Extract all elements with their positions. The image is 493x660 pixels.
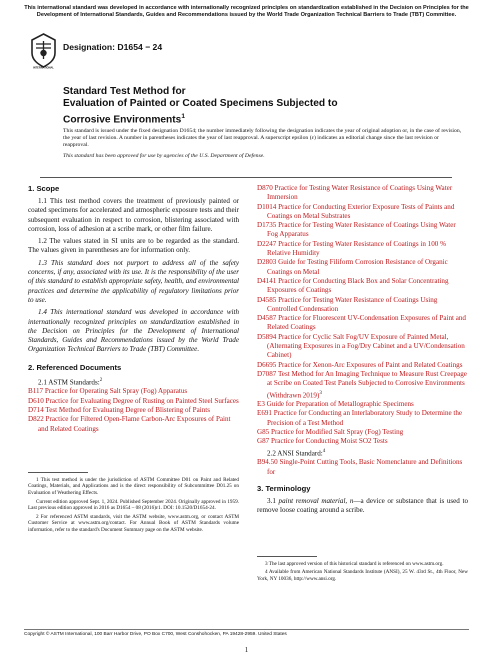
left-column bbox=[28, 184, 239, 534]
ref-item[interactable]: D610 Practice for Evaluating Degree of Rusting on Painted Steel Surfaces bbox=[28, 396, 239, 405]
refdocs-heading: 2. Referenced Documents bbox=[28, 362, 122, 372]
standard-notes bbox=[63, 128, 463, 160]
scope-1-1: 1.1 This test method covers the treatment of previously painted or coated specimens for accelerated and atmospheric exposure tests and their subsequent evaluation in respect to corrosion, blistering associated with corrosion, loss of adhesion at a scribe mark, or other film failure. bbox=[28, 197, 239, 233]
copyright-footer: Copyright © ASTM International, 100 Barr Harbor Drive, PO Box C700, West Conshohocken, PA 19428-2959. United States bbox=[24, 632, 287, 637]
title-footnote-mark: 1 bbox=[181, 112, 185, 120]
ref-item[interactable]: D6695 Practice for Xenon-Arc Exposures of Paint and Related Coatings bbox=[257, 360, 463, 369]
ref-item-ansi[interactable]: B94.50 Single-Point Cutting Tools, Basic Nomenclature and Definitions for bbox=[257, 458, 463, 476]
footnote-divider bbox=[28, 472, 88, 473]
ref-item[interactable]: D2247 Practice for Testing Water Resistance of Coatings in 100 % Relative Humidity bbox=[257, 239, 446, 258]
document-title bbox=[63, 86, 393, 127]
page-number: 1 bbox=[244, 646, 249, 654]
terminology-3-1: 3.1 paint removal material, n—a device or substance that is used to remove loose coating around a scribe. bbox=[257, 496, 469, 515]
scope-1-2: 1.2 The values stated in SI units are to be regarded as the standard. The values given in parentheses are for information only. bbox=[28, 237, 239, 255]
right-column bbox=[257, 184, 468, 582]
issue-note: This standard is issued under the fixed designation D1654; the number immediately following the designation indicates the year of original adoption or, in the case of revision, the year of last revision. A number in parentheses indicates the year of last reapproval. A superscript epsilon (ε) indicates an editorial change since the last revision or reapproval. bbox=[63, 128, 462, 149]
footnote-4: 4 Available from American National Standards Institute (ANSI), 25 W. 43rd St., 4th Floor, New York, NY 10036, http://www.ansi.org. bbox=[257, 569, 468, 582]
footnote-edition: Current edition approved Sept. 1, 2024. Published September 2024. Originally approved in 1959. Last previous edition approved in 2016 as D1654 – 08 (2016)ε1. DOI: 10.1520/D1654-24. bbox=[28, 498, 239, 512]
title-line-3: Corrosive Environments$^1$ bbox=[63, 112, 185, 126]
footnote-3: 3 The last approved version of this historical standard is referenced on www.astm.org. bbox=[265, 560, 444, 567]
ref-item[interactable]: D1014 Practice for Conducting Exterior Exposure Tests of Paints and Coatings on Metal Substrates bbox=[257, 202, 455, 220]
designation: Designation: D1654 − 24 bbox=[63, 42, 163, 52]
footnote-1: 1 This test method is under the jurisdiction of ASTM Committee D01 on Paint and Related Coatings, Materials, and Applications and is the direct responsibility of Subcommittee D01.25 on Evaluation of Weathering Effects. bbox=[28, 476, 239, 497]
astm-logo-icon bbox=[30, 33, 57, 69]
ref-item[interactable]: D2803 Guide for Testing Filiform Corrosion Resistance of Organic Coatings on Metal bbox=[257, 258, 448, 276]
ref-item[interactable]: G85 Practice for Modified Salt Spray (Fog) Testing bbox=[257, 428, 404, 437]
astm-standards-label: 2.1 ASTM Standards:$^2$ bbox=[38, 377, 103, 387]
ref-item[interactable]: E3 Guide for Preparation of Metallographic Specimens bbox=[257, 400, 414, 409]
footer-divider bbox=[24, 629, 469, 630]
footnote-2: 2 For referenced ASTM standards, visit the ASTM website, www.astm.org, or contact ASTM Customer Service at www.astm.org/contact. For Annual Book of ASTM Standards volume information, refer to the standard's Document Summary page on the ASTM website. bbox=[28, 513, 239, 534]
ref-item[interactable]: G87 Practice for Conducting Moist SO2 Tests bbox=[257, 437, 388, 446]
ansi-standard-label: 2.2 ANSI Standard:$^4$ bbox=[267, 448, 326, 458]
ref-item[interactable]: B117 Practice for Operating Salt Spray (Fog) Apparatus bbox=[28, 387, 188, 396]
ref-item[interactable]: D4587 Practice for Fluorescent UV-Condensation Exposures of Paint and Related Coatings bbox=[257, 314, 466, 332]
ref-item[interactable]: D1735 Practice for Testing Water Resistance of Coatings Using Water Fog Apparatus bbox=[257, 221, 456, 239]
scope-1-4: 1.4 This international standard was developed in accordance with internationally recognized principles on standardization established in the Decision on Principles for the Development of International Standards, Guides and Recommendations issued by the World Trade Organization Technical Barriers to Trade (TBT) Committee. bbox=[28, 308, 239, 354]
ref-item[interactable]: D714 Test Method for Evaluating Degree of Blistering of Paints bbox=[28, 406, 211, 414]
ref-item[interactable]: D870 Practice for Testing Water Resistance of Coatings Using Water Immersion bbox=[257, 184, 453, 202]
ref-item[interactable]: E691 Practice for Conducting an Interlaboratory Study to Determine the Precision of a Test Method bbox=[257, 409, 463, 427]
terminology-heading: 3. Terminology bbox=[257, 483, 311, 493]
logo-text: INTERNATIONAL bbox=[33, 66, 54, 69]
ref-item[interactable]: D4141 Practice for Conducting Black Box and Solar Concentrating Exposures of Coatings bbox=[257, 276, 449, 295]
scope-1-3: 1.3 This standard does not purport to address all of the safety concerns, if any, associated with its use. It is the responsibility of the user of this standard to establish appropriate safety, health, and environmental practices and determine the applicability of regulatory limitations prior to use. bbox=[28, 258, 239, 304]
dod-note: This standard has been approved for use by agencies of the U.S. Department of Defense. bbox=[63, 152, 265, 159]
ref-item[interactable]: D5894 Practice for Cyclic Salt Fog/UV Exposure of Painted Metal, (Alternating Exposures in a Fog/Dry Cabinet and a UV/Condensation Cabinet) bbox=[257, 332, 465, 360]
scope-heading: 1. Scope bbox=[28, 184, 60, 193]
ref-item[interactable]: D7087 Test Method for An Imaging Technique to Measure Rust Creepage at Scribe on Coated Test Panels Subjected to Corrosive Environments (Withdrawn 2019)$^3$ bbox=[257, 369, 467, 399]
title-line-2: Evaluation of Painted or Coated Specimens Subjected to bbox=[63, 98, 338, 110]
ref-item[interactable]: D822 Practice for Filtered Open-Flame Carbon-Arc Exposures of Paint and Related Coatings bbox=[28, 415, 231, 433]
header-divider bbox=[40, 177, 452, 178]
right-ref-list bbox=[257, 184, 468, 447]
ref-item[interactable]: D4585 Practice for Testing Water Resistance of Coatings Using Controlled Condensation bbox=[257, 295, 438, 313]
left-ref-list bbox=[28, 387, 239, 433]
title-line-1: Standard Test Method for bbox=[63, 86, 186, 97]
footnote-divider-right bbox=[257, 556, 317, 557]
tbt-notice: This international standard was developed in accordance with internationally recognized principles on standardization established in the Decision on Principles for the Development of International Standards, Guides and Recommendations issued by the World Trade Organization Technical Barriers to Trade (TBT) Committee. bbox=[24, 5, 469, 18]
